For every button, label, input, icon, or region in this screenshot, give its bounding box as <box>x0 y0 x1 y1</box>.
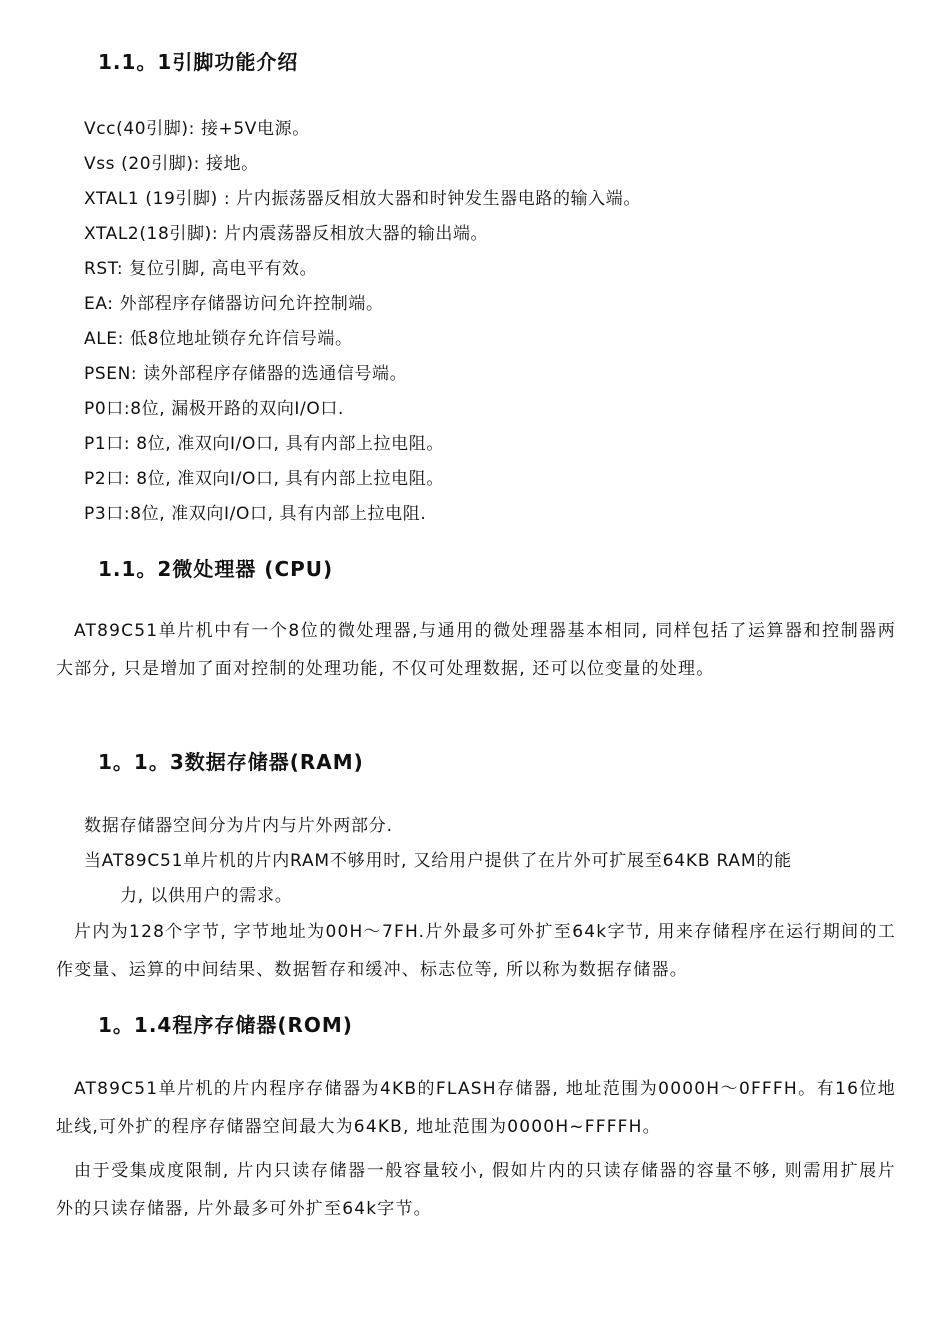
pin-item-p2: P2口: 8位, 准双向I/O口, 具有内部上拉电阻。 <box>84 469 444 489</box>
rom-paragraph-1: AT89C51单片机的片内程序存储器为4KB的FLASH存储器, 地址范围为0000H～0FFFH。有16位地址线,可外扩的程序存储器空间最大为64KB, 地址范围为0000H~FFFFH。 <box>56 1079 896 1137</box>
pin-item-psen: PSEN: 读外部程序存储器的选通信号端。 <box>84 364 408 384</box>
ram-line-2-continued: 力, 以供用户的需求。 <box>120 886 293 906</box>
rom-paragraph-2: 由于受集成度限制, 片内只读存储器一般容量较小, 假如片内的只读存储器的容量不够, 则需用扩展片外的只读存储器, 片外最多可外扩至64k字节。 <box>56 1161 896 1219</box>
pin-item-vcc: Vcc(40引脚): 接+5V电源。 <box>84 119 310 139</box>
pin-item-ea: EA: 外部程序存储器访问允许控制端。 <box>84 294 384 314</box>
ram-paragraph: 片内为128个字节, 字节地址为00H～7FH.片外最多可外扩至64k字节, 用来存储程序在运行期间的工作变量、运算的中间结果、数据暂存和缓冲、标志位等, 所以称为数据存储器。 <box>56 922 896 980</box>
pin-function-list <box>84 112 641 532</box>
ram-line-2: 当AT89C51单片机的片内RAM不够用时, 又给用户提供了在片外可扩展至64KB RAM的能 <box>84 851 792 871</box>
pin-item-xtal2: XTAL2(18引脚): 片内震荡器反相放大器的输出端。 <box>84 224 489 244</box>
pin-item-p1: P1口: 8位, 准双向I/O口, 具有内部上拉电阻。 <box>84 434 444 454</box>
heading-pin-functions: 1.1。1引脚功能介绍 <box>98 50 299 74</box>
pin-item-ale: ALE: 低8位地址锁存允许信号端。 <box>84 329 353 349</box>
pin-item-p0: P0口:8位, 漏极开路的双向I/O口. <box>84 399 344 419</box>
pin-item-xtal1: XTAL1 (19引脚) : 片内振荡器反相放大器和时钟发生器电路的输入端。 <box>84 189 641 209</box>
cpu-paragraph: AT89C51单片机中有一个8位的微处理器,与通用的微处理器基本相同, 同样包括了运算器和控制器两大部分, 只是增加了面对控制的处理功能, 不仅可处理数据, 还可以位变量的处理。 <box>56 621 896 679</box>
heading-ram: 1。1。3数据存储器(RAM) <box>98 750 364 774</box>
pin-item-vss: Vss (20引脚): 接地。 <box>84 154 259 174</box>
pin-item-p3: P3口:8位, 准双向I/O口, 具有内部上拉电阻. <box>84 504 427 524</box>
pin-item-rst: RST: 复位引脚, 高电平有效。 <box>84 259 318 279</box>
ram-line-1: 数据存储器空间分为片内与片外两部分. <box>84 816 393 836</box>
heading-rom: 1。1.4程序存储器(ROM) <box>98 1013 353 1037</box>
heading-cpu: 1.1。2微处理器 (CPU) <box>98 557 334 581</box>
